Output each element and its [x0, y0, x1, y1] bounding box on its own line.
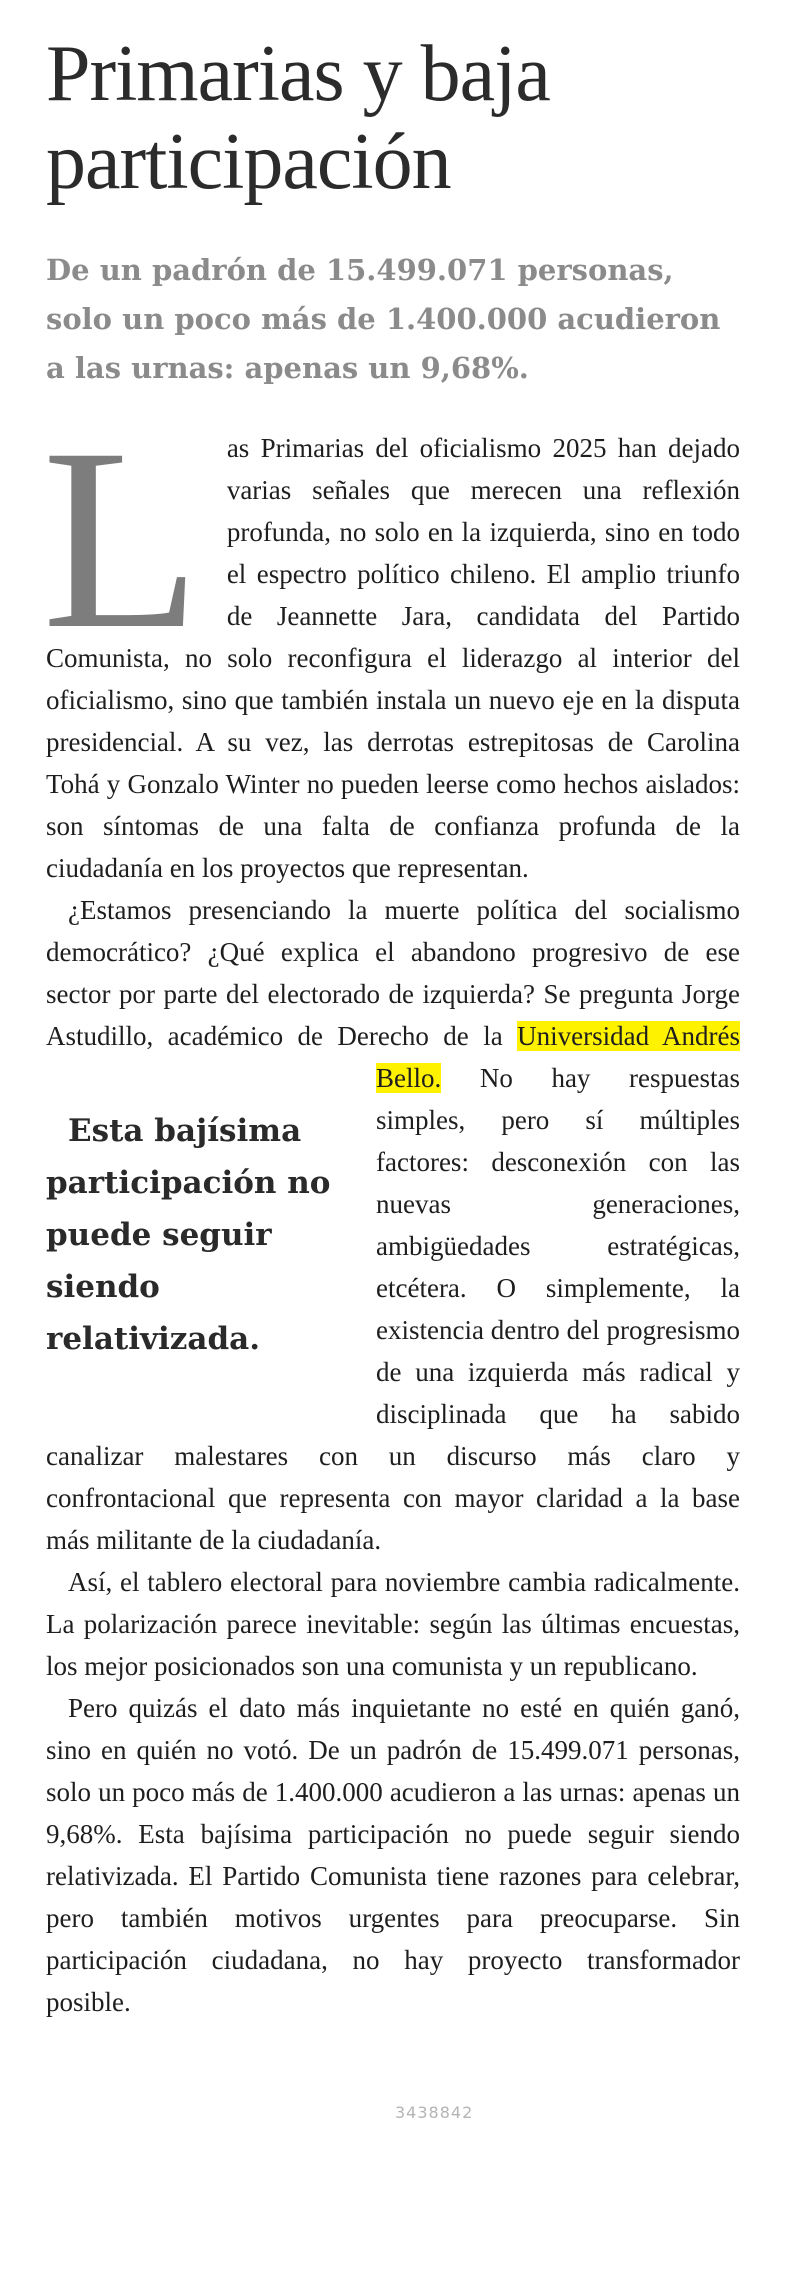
- paragraph-2-text-b: No hay respuestas simples, pero sí múltiples factores: desconexión con las nuevas generaciones, ambigüedades estratégicas, etcétera. O simplemente, la existencia dentro del progresismo de una izquierda más radical y disciplinada que ha sabido canalizar malestares con un discurso más claro y confrontacional que representa con mayor claridad a la base más militante de la ciudadanía.: [46, 1063, 740, 1555]
- article-body: [42, 395, 740, 2023]
- pull-quote: Esta bajísima participación no puede seguir siendo relativizada.: [46, 1113, 331, 1357]
- watermark: 3438842: [395, 2103, 474, 2122]
- article-lede: De un padrón de 15.499.071 personas, solo un poco más de 1.400.000 acudieron a las urnas: apenas un 9,68%.: [46, 253, 721, 385]
- paragraph-1-text: as Primarias del oficialismo 2025 han dejado varias señales que merecen una reflexión profunda, no solo en la izquierda, sino en todo el espectro político chileno. El amplio triunfo de Jeannette Jara, candidata del Partido Comunista, no solo reconfigura el liderazgo al interior del oficialismo, sino que también instala un nuevo eje en la disputa presidencial. A su vez, las derrotas estrepitosas de Carolina Tohá y Gonzalo Winter no pueden leerse como hechos aislados: son síntomas de una falta de confianza profunda de la ciudadanía en los proyectos que representan.: [46, 433, 740, 883]
- paragraph-1: [42, 395, 740, 889]
- article-title: Primarias y baja participación: [46, 30, 550, 206]
- paragraph-2: [46, 889, 740, 1561]
- paragraph-4: Pero quizás el dato más inquietante no esté en quién ganó, sino en quién no votó. De un padrón de 15.499.071 personas, solo un poco más de 1.400.000 acudieron a las urnas: apenas un 9,68%. Esta bajísima participación no puede seguir siendo relativizada. El Partido Comunista tiene razones para celebrar, pero también motivos urgentes para preocuparse. Sin participación ciudadana, no hay proyecto transformador posible.: [46, 1693, 740, 2017]
- highlighted-university: Universidad Andrés Bello.: [376, 1021, 740, 1093]
- paragraph-3: Así, el tablero electoral para noviembre cambia radicalmente. La polarización parece inevitable: según las últimas encuestas, los mejor posicionados son una comunista y un republicano.: [46, 1567, 740, 1681]
- paragraph-2-text-a: ¿Estamos presenciando la muerte política del socialismo democrático? ¿Qué explica el abandono progresivo de ese sector por parte del electorado de izquierda? Se pregunta Jorge Astudillo, académico de Derecho de la: [46, 895, 740, 1051]
- drop-cap: L: [42, 395, 201, 683]
